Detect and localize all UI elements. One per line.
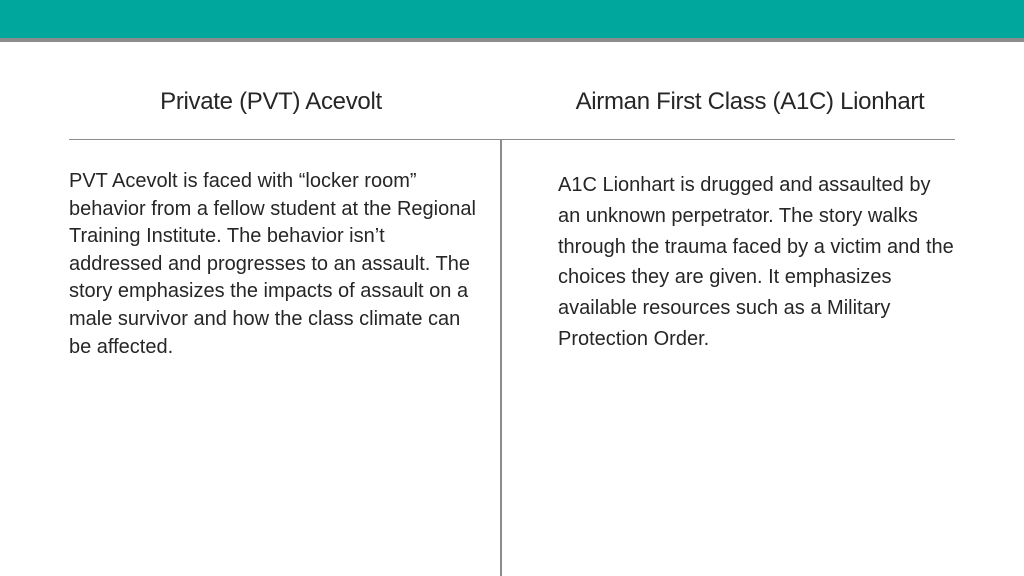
right-column-description: A1C Lionhart is drugged and assaulted by an unknown perpetrator. The story walks through the trauma faced by a victim and the choices they are given. It emphasizes available resources such as a Military Protection Order. — [558, 174, 954, 350]
left-column-description: PVT Acevolt is faced with “locker room” behavior from a fellow student at the Regional Training Institute. The behavior isn’t addressed and progresses to an assault. The story emphasizes the impacts of assault on a male survivor and how the class climate can be affected. — [69, 170, 476, 358]
heading-divider — [69, 139, 955, 140]
column-divider — [500, 140, 502, 576]
right-column-heading: Airman First Class (A1C) Lionhart — [575, 88, 925, 115]
header-band — [0, 0, 1024, 38]
left-column-heading: Private (PVT) Acevolt — [160, 88, 382, 115]
header-band-divider — [0, 38, 1024, 42]
